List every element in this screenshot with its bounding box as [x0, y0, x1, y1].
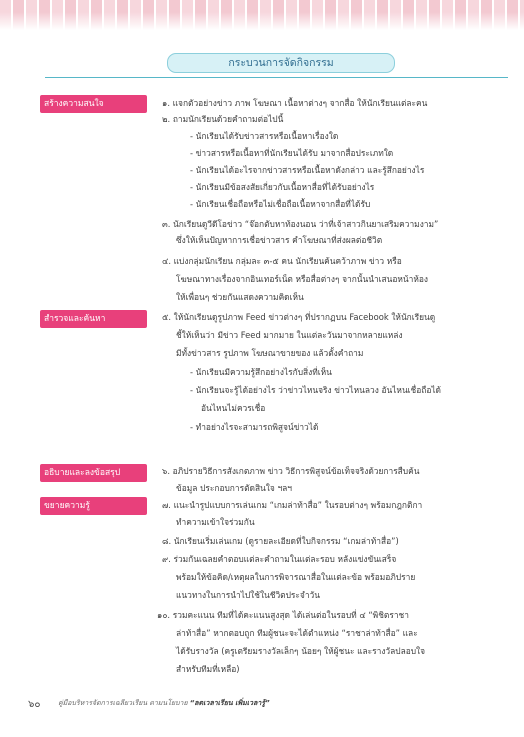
- stage-label-elaborate: ขยายความรู้: [40, 497, 147, 515]
- question-line: - ข่าวสารหรือเนื้อหาที่นักเรียนได้รับ มาจากสื่อประเภทใด: [190, 148, 394, 158]
- section-title: กระบวนการจัดกิจกรรม: [167, 53, 395, 73]
- question-line: - นักเรียนจะรู้ได้อย่างไร ว่าข่าวไหนจริง ข่าวไหนลวง อันไหนเชื่อถือได้: [190, 385, 441, 395]
- step-9-line: ๙. ร่วมกันเฉลยคำตอบแต่ละคำถามในแต่ละรอบ หลังแข่งขันเสร็จ: [162, 554, 397, 564]
- footer-text: คู่มือบริหารจัดการเฉลียวเรียน ตามนโยบาย: [58, 699, 188, 707]
- step-2-line: ๒. ถามนักเรียนด้วยคำถามต่อไปนี้: [162, 114, 284, 124]
- step-5-continuation: มีทั้งข่าวสาร รูปภาพ โฆษณาขายของ แล้วตั้งคำถาม: [176, 348, 364, 358]
- question-line: - นักเรียนมีข้อสงสัยเกี่ยวกับเนื้อหาสื่อที่ได้รับอย่างไร: [190, 182, 375, 192]
- step-7-continuation: ทำความเข้าใจร่วมกัน: [176, 517, 255, 527]
- question-line: - นักเรียนมีความรู้สึกอย่างไรกับสิ่งที่เห็น: [190, 367, 332, 377]
- step-10-line: ๑๐. รวมคะแนน ทีมที่ได้คะแนนสูงสุด ได้เล่นต่อในรอบที่ ๔ “พิชิตราชา: [157, 610, 409, 620]
- step-10-continuation: สำหรับทีมที่เหลือ): [176, 664, 240, 674]
- step-5-line: ๕. ให้นักเรียนดูรูปภาพ Feed ข่าวต่างๆ ที่ปรากฏบน Facebook ให้นักเรียนดู: [162, 312, 436, 322]
- step-6-line: ๖. อภิปรายวิธีการสังเกตภาพ ข่าว วิธีการพิสูจน์ข้อเท็จจริงด้วยการสืบค้น: [162, 466, 420, 476]
- step-9-continuation: พร้อมให้ข้อคิด/เหตุผลในการพิจารณาสื่อในแต่ละข้อ พร้อมอภิปราย: [176, 572, 416, 582]
- title-divider: [45, 77, 508, 78]
- step-4-continuation: โฆษณาทางเรื่องจากอินเทอร์เน็ต หรือสื่อต่างๆ จากนั้นนำเสนอหน้าห้อง: [176, 274, 428, 284]
- stage-label-engage: สร้างความสนใจ: [40, 95, 147, 113]
- question-line: - นักเรียนได้อะไรจากข่าวสารหรือเนื้อหาดังกล่าว และรู้สึกอย่างไร: [190, 165, 425, 175]
- step-9-continuation: แนวทางในการนำไปใช้ในชีวิตประจำวัน: [176, 590, 320, 600]
- step-10-continuation: ล่าท้าสื่อ” หากตอบถูก ทีมผู้ชนะจะได้ตำแหน่ง “ราชาล่าท้าสื่อ” และ: [176, 628, 418, 638]
- step-4-line: ๔. แบ่งกลุ่มนักเรียน กลุ่มละ ๓-๕ คน นักเรียนค้นคว้าภาพ ข่าว หรือ: [162, 256, 402, 266]
- page-number: ๖๐: [28, 699, 41, 710]
- step-10-continuation: ได้รับรางวัล (ครูเตรียมรางวัลเล็กๆ น้อยๆ ให้ผู้ชนะ และรางวัลปลอบใจ: [176, 646, 426, 656]
- step-6-continuation: ข้อมูล ประกอบการตัดสินใจ ฯลฯ: [176, 483, 292, 493]
- step-8-line: ๘. นักเรียนเริ่มเล่นเกม (ดูรายละเอียดที่ใบกิจกรรม “เกมล่าท้าสื่อ”): [162, 536, 399, 546]
- step-5-continuation: ชี้ให้เห็นว่า มีข่าว Feed มากมาย ในแต่ละวันมาจากหลายแหล่ง: [176, 330, 403, 340]
- decorative-top-band: [0, 0, 524, 30]
- footer-caption: [58, 698, 270, 709]
- question-line: - นักเรียนเชื่อถือหรือไม่เชื่อถือเนื้อหาจากสื่อที่ได้รับ: [190, 199, 371, 209]
- step-1-line: ๑. แจกตัวอย่างข่าว ภาพ โฆษณา เนื้อหาต่างๆ จากสื่อ ให้นักเรียนแต่ละคน: [162, 98, 428, 108]
- stage-label-explore: สำรวจและค้นหา: [40, 310, 147, 328]
- step-3-line: ๓. นักเรียนดูวีดีโอข่าว “จ๊อกตับหาท้องนอน ว่าที่เจ้าสาวกินยาเสริมความงาม”: [162, 219, 439, 229]
- stage-label-explain: อธิบายและลงข้อสรุป: [40, 464, 147, 482]
- question-line: - ทำอย่างไรจะสามารถพิสูจน์ข่าวได้: [190, 422, 319, 432]
- step-4-continuation: ให้เพื่อนๆ ช่วยกันแสดงความคิดเห็น: [176, 292, 304, 302]
- step-7-line: ๗. แนะนำรูปแบบการเล่นเกม “เกมล่าท้าสื่อ” ในรอบต่างๆ พร้อมกฎกติกา: [162, 500, 423, 510]
- footer-highlight: “ลดเวลาเรียน เพิ่มเวลารู้”: [189, 699, 270, 707]
- question-continuation: อันไหนไม่ควรเชื่อ: [201, 403, 266, 413]
- question-line: - นักเรียนได้รับข่าวสารหรือเนื้อหาเรื่องใด: [190, 131, 339, 141]
- step-3-continuation: ซึ่งให้เห็นปัญหาการเชื่อข่าวสาร คำโฆษณาที่ส่งผลต่อชีวิต: [176, 235, 383, 245]
